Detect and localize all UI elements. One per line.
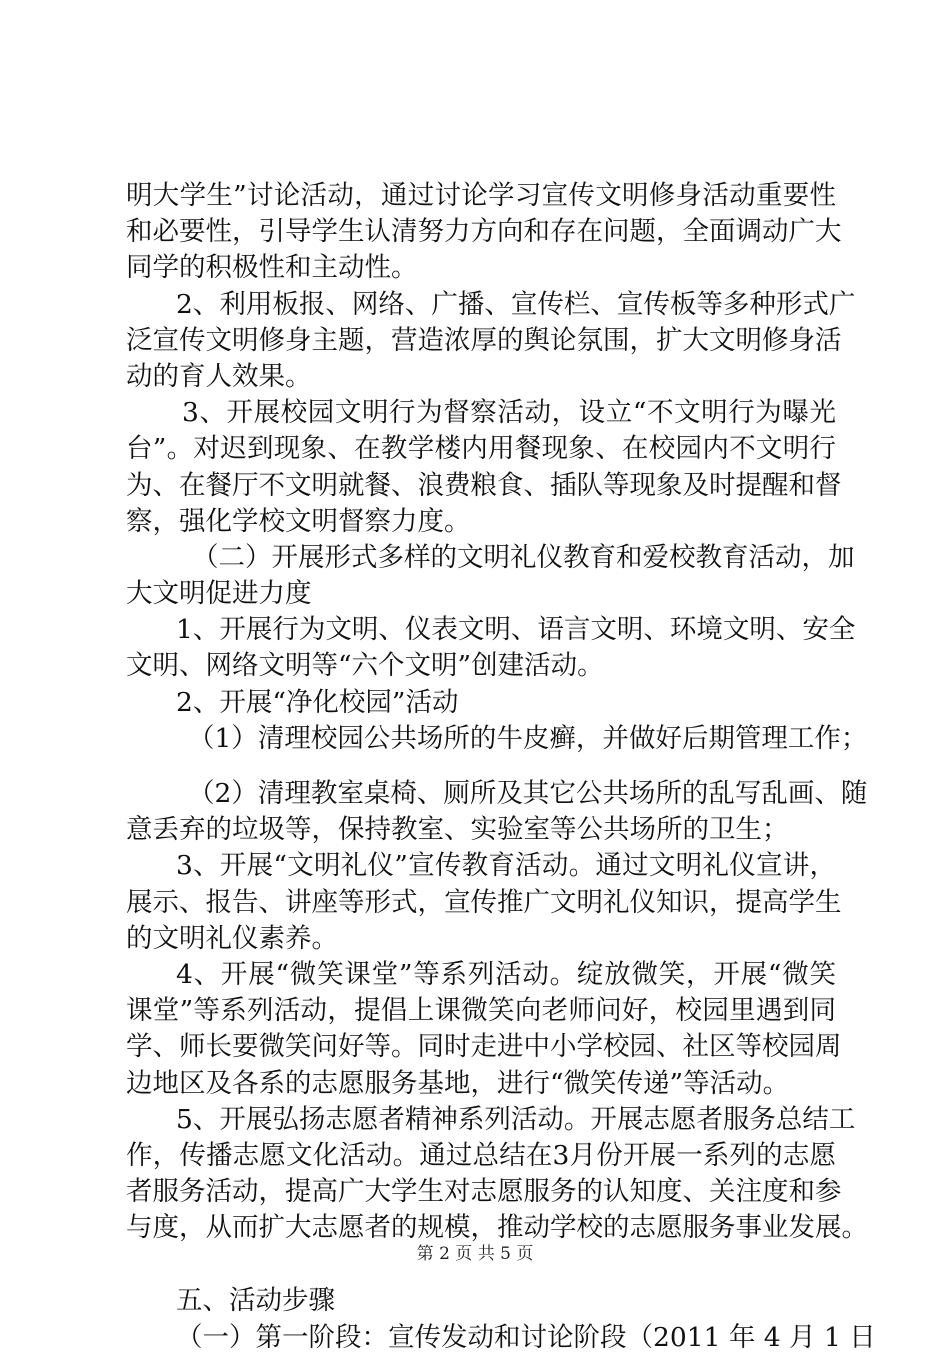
text-line: 2、开展“净化校园”活动	[176, 686, 459, 718]
text-line: 动的育人效果。	[126, 360, 312, 392]
text-line: 5、开展弘扬志愿者精神系列活动。开展志愿者服务总结工	[176, 1103, 856, 1135]
text-line: 作，传播志愿文化活动。通过总结在3月份开展一系列的志愿	[126, 1139, 836, 1171]
text-line: 和必要性，引导学生认清努力方向和存在问题，全面调动广大	[126, 216, 842, 248]
text-line: 文明、网络文明等“六个文明”创建活动。	[126, 650, 604, 682]
text-line: 察，强化学校文明督察力度。	[126, 505, 471, 537]
text-line: （一）第一阶段：宣传发动和讨论阶段（2011 年 4 月 1 日	[176, 1321, 876, 1353]
text-line: 与度，从而扩大志愿者的规模，推动学校的志愿服务事业发展。	[126, 1212, 868, 1244]
text-line: 4、开展“微笑课堂”等系列活动。绽放微笑，开展“微笑	[176, 958, 836, 990]
text-line: 台”。对迟到现象、在教学楼内用餐现象、在校园内不文明行	[126, 433, 836, 465]
text-line: 的文明礼仪素养。	[126, 922, 338, 954]
text-line: 同学的积极性和主动性。	[126, 252, 418, 284]
text-line: 学、师长要微笑问好等。同时走进中小学校园、社区等校园周	[126, 1031, 842, 1063]
text-line: 3、开展校园文明行为督察活动，设立“不文明行为曝光	[182, 397, 836, 429]
section-heading: 五、活动步骤	[176, 1285, 335, 1317]
text-line: 泛宣传文明修身主题，营造浓厚的舆论氛围，扩大文明修身活	[126, 324, 842, 356]
text-line: 课堂”等系列活动，提倡上课微笑向老师问好，校园里遇到同	[126, 995, 836, 1027]
text-line: 为、在餐厅不文明就餐、浪费粮食、插队等现象及时提醒和督	[126, 469, 842, 501]
text-line: 2、利用板报、网络、广播、宣传栏、宣传板等多种形式广	[176, 288, 856, 320]
text-line: （1）清理校园公共场所的牛皮癣，并做好后期管理工作；	[188, 722, 868, 754]
text-line: 边地区及各系的志愿服务基地，进行“微笑传递”等活动。	[126, 1067, 790, 1099]
document-body	[126, 178, 876, 1356]
text-line: 明大学生”讨论活动，通过讨论学习宣传文明修身活动重要性	[126, 180, 836, 211]
section-heading: （二）开展形式多样的文明礼仪教育和爱校教育活动，加	[192, 541, 855, 573]
text-line: 者服务活动，提高广大学生对志愿服务的认知度、关注度和参	[126, 1176, 842, 1208]
text-line: 3、开展“文明礼仪”宣传教育活动。通过文明礼仪宣讲，	[176, 850, 836, 882]
text-line: 意丢弃的垃圾等，保持教室、实验室等公共场所的卫生；	[126, 814, 789, 846]
text-line: 1、开展行为文明、仪表文明、语言文明、环境文明、安全	[176, 614, 856, 646]
text-line: 展示、报告、讲座等形式，宣传推广文明礼仪知识，提高学生	[126, 886, 842, 918]
page-number-footer: 第 2 页 共 5 页	[416, 1244, 534, 1264]
text-line: （2）清理教室桌椅、厕所及其它公共场所的乱写乱画、随	[188, 778, 868, 809]
section-heading: 大文明促进力度	[126, 578, 312, 610]
